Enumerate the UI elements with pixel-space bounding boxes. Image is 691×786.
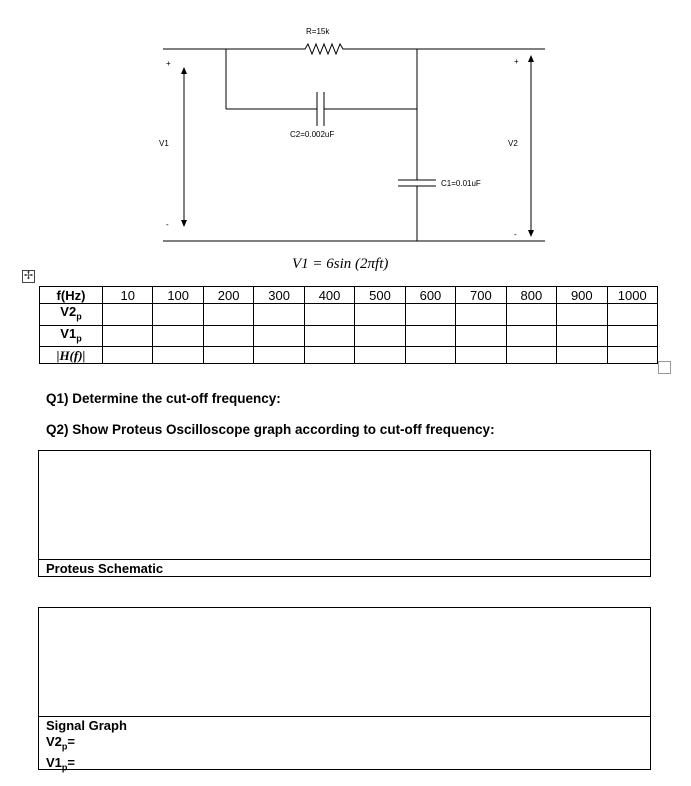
h-cell[interactable] [153,347,203,364]
table-row-frequency [40,287,658,304]
proteus-schematic-box[interactable] [38,450,651,577]
row-header-frequency: f(Hz) [40,287,103,304]
freq-cell: 300 [254,287,304,304]
freq-cell: 10 [103,287,153,304]
v1-label: V1 [159,139,169,148]
circuit-diagram [0,0,691,260]
h-cell[interactable] [405,347,455,364]
v2-minus-label: - [514,230,517,239]
v2-plus-label: + [514,57,519,66]
table-row-v1 [40,325,658,347]
sg-v1-eq: = [67,754,75,770]
v1-plus-label: + [166,59,171,68]
sg-v2-eq: = [67,734,75,749]
v1-arrow-down-icon [181,220,187,227]
question-1: Q1) Determine the cut-off frequency: [46,391,281,406]
table-row-h [40,347,658,364]
row-header-v2 [40,304,103,326]
freq-cell: 600 [405,287,455,304]
v2-arrow-down-icon [528,230,534,237]
v1-arrow-up-icon [181,67,187,74]
proteus-schematic-caption: Proteus Schematic [39,559,650,578]
signal-graph-v2 [46,734,650,755]
row-header-h: |H(f)| [40,347,103,364]
v2-cell[interactable] [506,304,556,326]
v2-label-text: V2 [60,304,77,319]
v1-cell[interactable] [456,325,506,347]
v1-cell[interactable] [506,325,556,347]
freq-cell: 700 [456,287,506,304]
signal-graph-caption [39,716,650,775]
c2-label: C2=0.002uF [290,130,335,139]
v1-cell[interactable] [405,325,455,347]
v1-subscript: p [76,333,82,344]
measurement-table [39,286,658,364]
table-row-v2 [40,304,658,326]
v2-cell[interactable] [405,304,455,326]
source-formula: V1 = 6sin (2πft) [292,256,389,272]
resistor-label: R=15k [306,27,330,36]
v2-cell[interactable] [557,304,607,326]
h-cell[interactable] [203,347,253,364]
v2-cell[interactable] [254,304,304,326]
h-cell[interactable] [607,347,657,364]
freq-cell: 400 [304,287,354,304]
v1-cell[interactable] [153,325,203,347]
v2-cell[interactable] [153,304,203,326]
resistor-r [301,44,347,54]
v2-label: V2 [508,139,518,148]
freq-cell: 900 [557,287,607,304]
v1-cell[interactable] [103,325,153,347]
h-cell[interactable] [506,347,556,364]
row-header-v1 [40,325,103,347]
question-2: Q2) Show Proteus Oscilloscope graph according to cut-off frequency: [46,422,495,437]
freq-cell: 100 [153,287,203,304]
v2-cell[interactable] [355,304,405,326]
v2-cell[interactable] [103,304,153,326]
h-cell[interactable] [254,347,304,364]
v1-cell[interactable] [607,325,657,347]
v2-subscript: p [76,311,82,322]
v1-cell[interactable] [557,325,607,347]
v2-cell[interactable] [456,304,506,326]
sg-v2-sub: p [61,741,68,752]
v2-arrow-up-icon [528,55,534,62]
c1-label: C1=0.01uF [441,179,481,188]
freq-cell: 800 [506,287,556,304]
h-cell[interactable] [304,347,354,364]
sg-v2-label: V2 [46,734,62,749]
v1-cell[interactable] [203,325,253,347]
v2-cell[interactable] [203,304,253,326]
h-cell[interactable] [557,347,607,364]
v2-cell[interactable] [304,304,354,326]
v1-cell[interactable] [304,325,354,347]
sg-v1-label: V1 [46,754,62,770]
v1-cell[interactable] [355,325,405,347]
h-cell[interactable] [355,347,405,364]
v1-minus-label: - [166,220,169,229]
v1-label-text: V1 [60,325,77,341]
resize-handle-icon[interactable] [658,361,671,374]
v2-cell[interactable] [607,304,657,326]
freq-cell: 200 [203,287,253,304]
h-cell[interactable] [103,347,153,364]
sg-v1-sub: p [61,762,68,773]
move-handle-icon[interactable]: ✢ [23,270,34,282]
signal-graph-title: Signal Graph [46,718,127,733]
signal-graph-box[interactable] [38,607,651,773]
h-cell[interactable] [456,347,506,364]
freq-cell: 1000 [607,287,657,304]
signal-graph-v1 [46,755,650,776]
freq-cell: 500 [355,287,405,304]
v1-cell[interactable] [254,325,304,347]
